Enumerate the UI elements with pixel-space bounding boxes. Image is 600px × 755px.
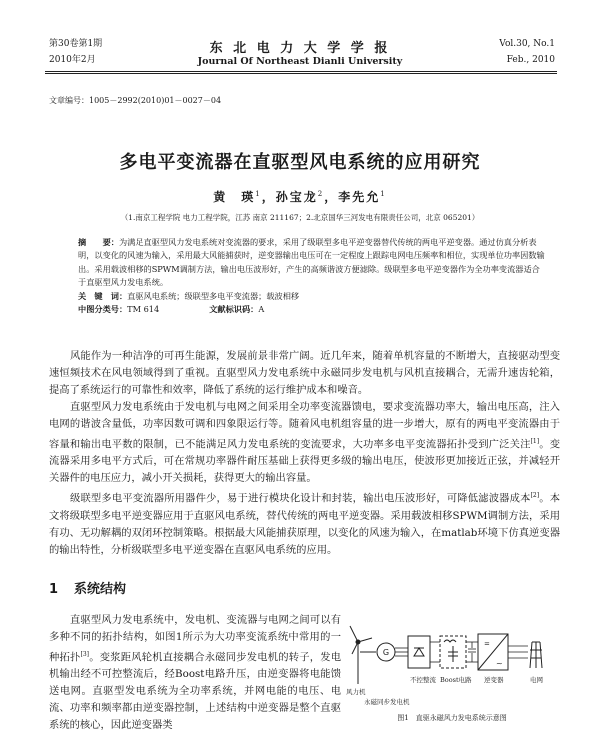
paper-title: 多电平变流器在直驱型风电系统的应用研究 [119, 152, 481, 173]
author-sup: 2 [317, 190, 325, 198]
rectifier-icon [408, 636, 430, 668]
article-number: 文章编号：1005－2992(2010)01－0027－04 [49, 96, 222, 105]
label-inverter: 逆变器 [484, 676, 504, 684]
section-title: 系统结构 [74, 582, 127, 597]
keywords-label: 关 键 词： [78, 290, 128, 301]
label-grid: 电网 [530, 676, 543, 684]
author-name: 李先允 [338, 190, 381, 204]
section-paragraph: 直驱型风力发电系统中，发电机、变流器与电网之间可以有多种不同的拓扑结构，如图1所示为大功率变流系统中常用的一种拓扑[3]。变浆距风轮机直接耦合永磁同步发电机的转子，发电机输出经不可控整流后，经Boost电路升压，由逆变器将电能馈送电网。直驱型发电系统为全功率系统，并网电能的电压、电流、功率和频率都由逆变器控制，上述结构中逆变器是整个直驱系统的核心，因此逆变器类 [49, 614, 341, 732]
intro-paragraph-1: 风能作为一种洁净的可再生能源，发展前景非常广阔。近几年来，随着单机容量的不断增大，直接驱动型变速恒频技术在风电领域得到了重视。直驱型风力发电系统中永磁同步发电机与风机直接耦合，无需升速齿轮箱，提高了系统运行的可靠性和效率，降低了系统的运行维护成本和噪音。 [49, 350, 560, 396]
section-body [49, 612, 341, 734]
journal-title-cn: 东 北 电 力 大 学 学 报 [209, 41, 391, 56]
section-heading [49, 578, 126, 597]
doc-code-label: 文献标识码： [209, 304, 259, 315]
classification-line [78, 303, 546, 316]
boost-icon [440, 636, 466, 668]
abstract [78, 236, 546, 290]
svg-text:~: ~ [496, 659, 503, 668]
svg-text:=: = [484, 640, 490, 648]
label-generator: 永磁同步发电机 [364, 698, 410, 706]
label-wind-turbine: 风力机 [346, 688, 366, 696]
label-rectifier: 不控整流 [410, 676, 436, 684]
header-rule [45, 71, 557, 72]
wind-turbine-icon [350, 626, 372, 684]
label-boost: Boost电路 [440, 676, 472, 684]
header-rule-2 [45, 73, 557, 74]
intro-paragraph-2: 直驱型风力发电系统由于发电机与电网之间采用全功率变流器馈电，要求变流器功率大，输出电压高，注入电网的谐波含量低，功率因数可调和四象限运行等。随着风电机组容量的进一步增大，原有的两电平变流器由于容量和输出电平数的限制，已不能满足风力发电系统的变流要求，大功率多电平变流器拓扑受到广泛关注[1]。变流器采用多电平方式后，可在常规功率器件耐压基础上获得更多级的输出电压，使波形更加接近正弦，并减轻开关器件的电压应力，减小开关损耗，获得更大的输出容量。 [49, 401, 560, 485]
header-volume-en: Vol.30, No.1 [499, 39, 555, 49]
affiliation: （1.南京工程学院 电力工程学院，江苏 南京 211167；2.北京国华三河发电有限责任公司，北京 065201） [120, 213, 480, 222]
header-date-cn: 2010年2月 [49, 55, 96, 65]
header-date-en: Feb., 2010 [506, 55, 555, 65]
author-sup: 1 [255, 190, 262, 198]
citation-ref: [1] [530, 438, 540, 445]
generator-icon [360, 643, 395, 661]
intro-paragraph-3: 级联型多电平变流器所用器件少，易于进行模块化设计和封装，输出电压波形好，可降低滤波器成本[2]。本文将级联型多电平逆变器应用于直驱风电系统，替代传统的两电平逆变器。采用载波相移SPWM调制方法，采用有功、无功解耦的双闭环控制策略。根据最大风能捕获原理，以变化的风速为输入，在matlab环境下仿真逆变器的输出特性，分析级联型多电平逆变器在直驱风电系统的应用。 [49, 492, 561, 556]
svg-text:G: G [382, 648, 390, 657]
author-name: 孙宝龙 [275, 190, 318, 204]
author-name: 黄 瑛 [213, 190, 256, 204]
author-list: 黄 瑛$^1$，孙宝龙$^2$，李先允$^1$ [213, 190, 387, 204]
abstract-text: 为满足直驱型风力发电系统对变流器的要求，采用了级联型多电平逆变器替代传统的两电平逆变器。通过仿真分析表明，以变化的风速为输入，采用最大风能捕获时，逆变器输出电压可在一定程度上跟踪电网电压频率和相位，实现单位功率因数输出。采用载波相移的SPWM调制方法，输出电压波形好，产生的高频谐波方便滤除。级联型多电平逆变器作为全功率变流器适合于直驱型风力发电系统。 [78, 237, 545, 288]
citation-ref: [3] [80, 651, 89, 658]
header-volume-cn: 第30卷第1期 [49, 39, 103, 49]
author-sup: 1 [380, 190, 387, 198]
figure-caption: 图1 直驱永磁风力发电系统示意图 [397, 714, 507, 722]
intro-body [49, 348, 560, 559]
abstract-label: 摘 要： [78, 237, 119, 247]
keywords-text: 直驱风电系统；级联型多电平变流器；载波相移 [127, 290, 300, 301]
grid-icon [530, 642, 542, 668]
journal-title-en: Journal Of Northeast Dianli University [197, 56, 403, 67]
abstract-block [78, 236, 546, 316]
citation-ref: [2] [530, 492, 540, 500]
section-number: 1 [49, 582, 59, 597]
inverter-icon [478, 634, 508, 670]
keywords-line [78, 290, 546, 303]
figure-1 [344, 612, 560, 752]
clc-value: TM 614 [127, 304, 160, 315]
system-diagram [344, 612, 560, 712]
doc-code-value: A [258, 304, 265, 315]
clc-label: 中图分类号： [78, 304, 128, 315]
